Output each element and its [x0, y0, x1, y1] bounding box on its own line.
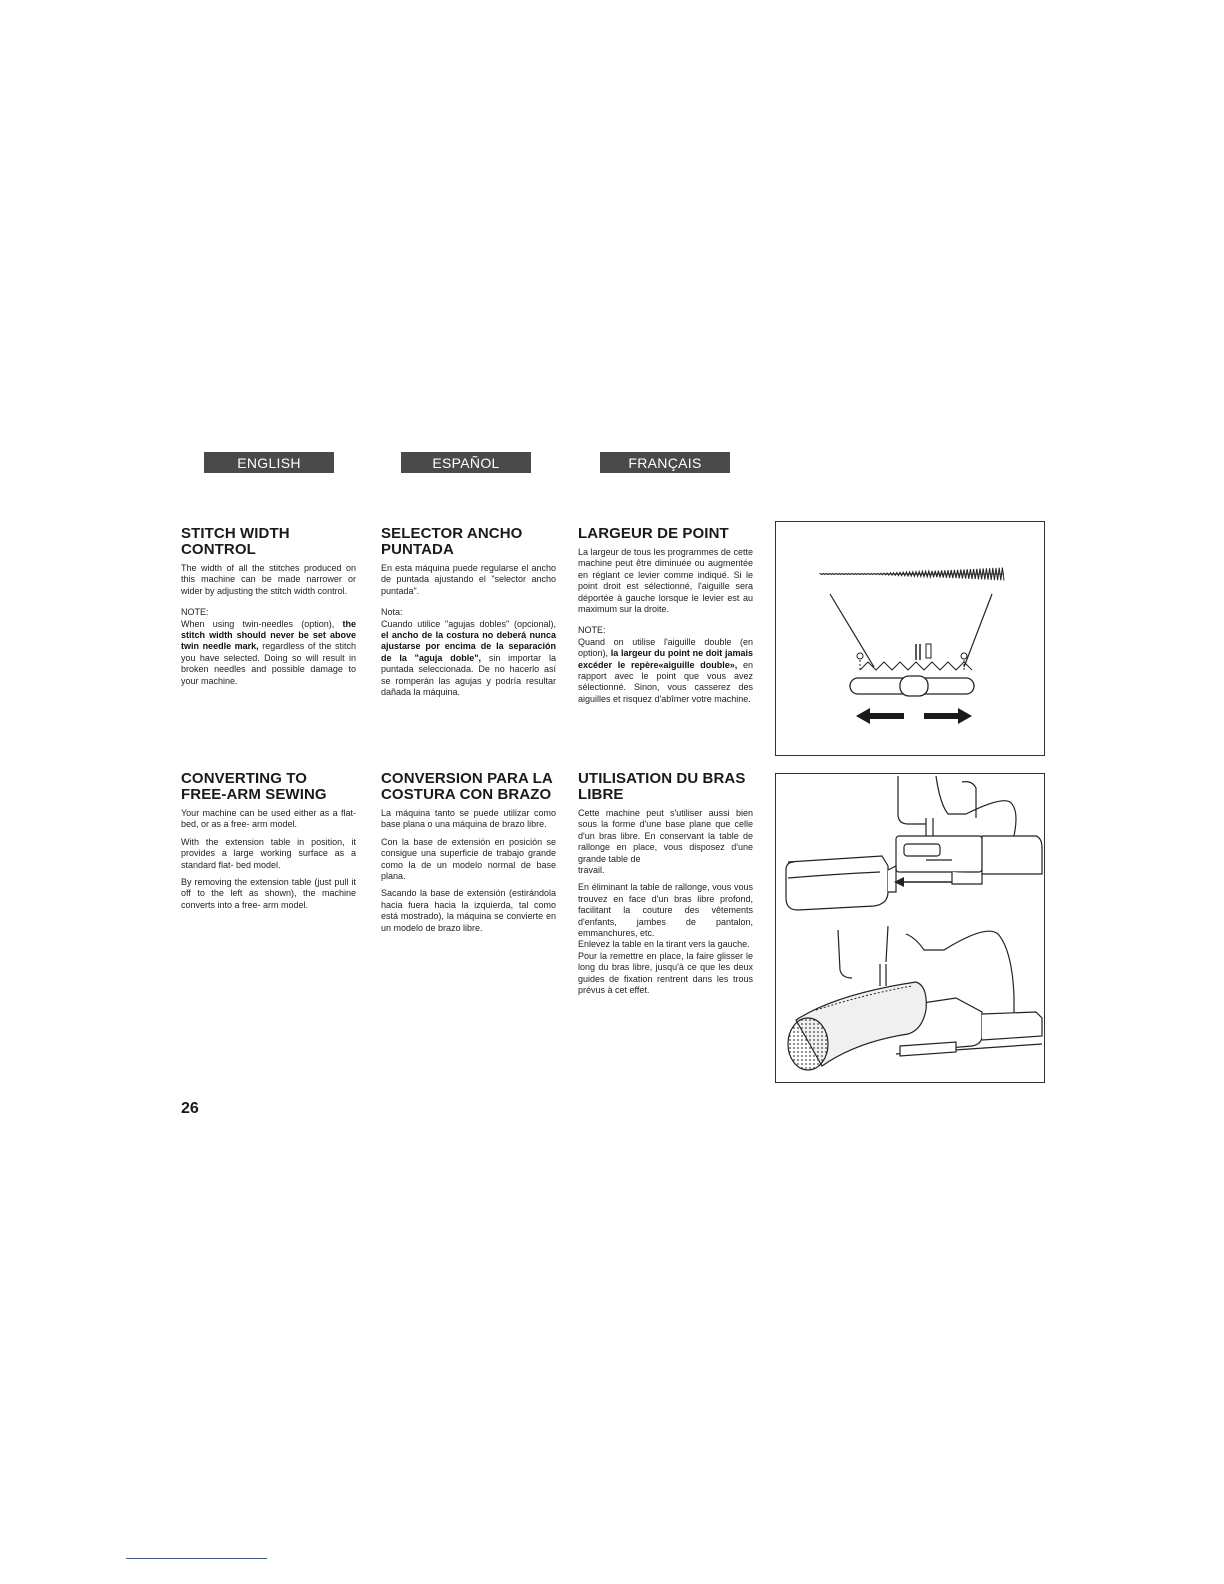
espanol-width-text: En esta máquina puede regularse el ancho de puntada ajustando el "selector ancho puntada". — [381, 563, 556, 596]
right-guide-line — [964, 594, 992, 667]
espanol-arm-text-1: La máquina tanto se puede utilizar como base plana o una máquina de brazo libre. — [381, 808, 556, 830]
note-text-post: en rapport avec le point que vous avez sélectionné. Sinon, vous casserez des aiguilles et risquez d'abîmer votre machine. — [578, 659, 753, 704]
note-text-bold: la largeur du point ne doit jamais excéder le repère«aiguille double», — [578, 648, 753, 670]
pull-left-arrow-icon — [894, 877, 952, 887]
stitch-width-lever — [850, 644, 974, 696]
francais-width-text: La largeur de tous les programmes de cette machine peut être diminuée ou augmentée en réglant ce levier comme indiqué. Si le point droit est sélectionné, l'aiguille sera déportée à gauche lorsque le levier est au maximum sur la droite. — [578, 547, 753, 615]
free-arm-figure — [775, 773, 1045, 1083]
espanol-width-note-label: Nota: — [381, 607, 403, 618]
tab-english: ENGLISH — [204, 452, 334, 473]
twin-needle-icon — [916, 644, 931, 660]
sleeve-on-free-arm — [788, 982, 926, 1070]
english-arm-title: CONVERTING TO FREE-ARM SEWING — [181, 770, 327, 803]
francais-width-note — [578, 637, 753, 705]
tab-espanol: ESPAÑOL — [401, 452, 531, 473]
english-width-text: The width of all the stitches produced on this machine can be made narrower or wider by adjusting the stitch width control. — [181, 563, 356, 596]
note-text-pre: Quand on utilise l'aiguille double (en option), — [578, 636, 753, 659]
english-width-note-label: NOTE: — [181, 607, 209, 618]
note-text-bold: the stitch width should never be set above twin needle mark, — [181, 618, 356, 652]
right-arrow-icon — [924, 708, 972, 724]
espanol-width-note — [381, 619, 556, 699]
note-text-pre: When using twin-needles (option), — [181, 618, 335, 629]
francais-arm-text-2: En éliminant la table de rallonge, vous vous trouvez en face d'un bras libre profond, facilitant la couture des vêtements d'enfants, jambes de pantalon, emmanchures, etc. — [578, 882, 753, 939]
espanol-width-title: SELECTOR ANCHO PUNTADA — [381, 525, 523, 558]
francais-arm-text-1b: travail. — [578, 865, 605, 876]
free-arm-illustration — [776, 774, 1044, 1082]
footer-rule — [126, 1558, 267, 1559]
note-text-pre: Cuando utilice "agujas dobles" (opcional), — [381, 618, 556, 629]
english-arm-text-3: By removing the extension table (just pull it off to the left as shown), the machine converts into a free- arm model. — [181, 877, 356, 910]
english-arm-text-1: Your machine can be used either as a flat- bed, or as a free- arm model. — [181, 808, 356, 830]
stitch-width-figure — [775, 521, 1045, 756]
note-text-bold: el ancho de la costura no deberá nunca ajustarse por encima de la separación de la "aguja doble", — [381, 630, 556, 663]
francais-width-title: LARGEUR DE POINT — [578, 525, 729, 542]
english-width-title: STITCH WIDTH CONTROL — [181, 525, 290, 558]
english-width-section — [181, 526, 356, 693]
english-width-note — [181, 619, 356, 687]
left-arrow-icon — [856, 708, 904, 724]
note-text-post: sin importar la puntada seleccionada. De no hacerlo así se romperán las agujas y podría resultar dañada la máquina. — [381, 652, 556, 698]
zigzag-width-sample — [820, 568, 1004, 581]
machine-with-extension-table — [786, 776, 1042, 910]
francais-arm-text-3: Enlevez la table en la tirant vers la gauche. — [578, 939, 750, 950]
francais-width-section — [578, 526, 753, 711]
left-guide-line — [830, 594, 874, 667]
espanol-arm-section — [381, 771, 556, 940]
tab-francais: FRANÇAIS — [600, 452, 730, 473]
francais-width-note-label: NOTE: — [578, 625, 606, 636]
espanol-width-section — [381, 526, 556, 704]
espanol-arm-title: CONVERSION PARA LA COSTURA CON BRAZO — [381, 770, 553, 803]
page-number: 26 — [181, 1100, 199, 1117]
english-arm-section — [181, 771, 356, 917]
english-arm-text-2: With the extension table in position, it provides a large working surface as a standard flat- bed model. — [181, 836, 356, 870]
note-text-post: regardless of the stitch you have selected. Doing so will result in broken needles and possible damage to your machine. — [181, 641, 356, 686]
espanol-arm-text-2: Con la base de extensión en posición se consigue una superficie de trabajo grande como la de un modelo normal de base plana. — [381, 836, 556, 882]
francais-arm-title: UTILISATION DU BRAS LIBRE — [578, 770, 746, 803]
francais-arm-text-4: Pour la remettre en place, la faire glisser le long du bras libre, jusqu'à ce que les deux guides de fixation rentrent dans les trous prévus à cet effet. — [578, 950, 753, 996]
francais-arm-section — [578, 771, 753, 1003]
espanol-arm-text-3: Sacando la base de extensión (estirándola hacia fuera hacia la izquierda, tal como está mostrado), la máquina se convierte en un modelo de brazo libre. — [381, 888, 556, 933]
francais-arm-text-1: Cette machine peut s'utiliser aussi bien sous la forme d'une base plane que celle d'un bras libre. En conservant la table de rallonge en place, vous disposez d'une grande table de — [578, 808, 753, 864]
stitch-width-lever-illustration — [776, 522, 1044, 755]
